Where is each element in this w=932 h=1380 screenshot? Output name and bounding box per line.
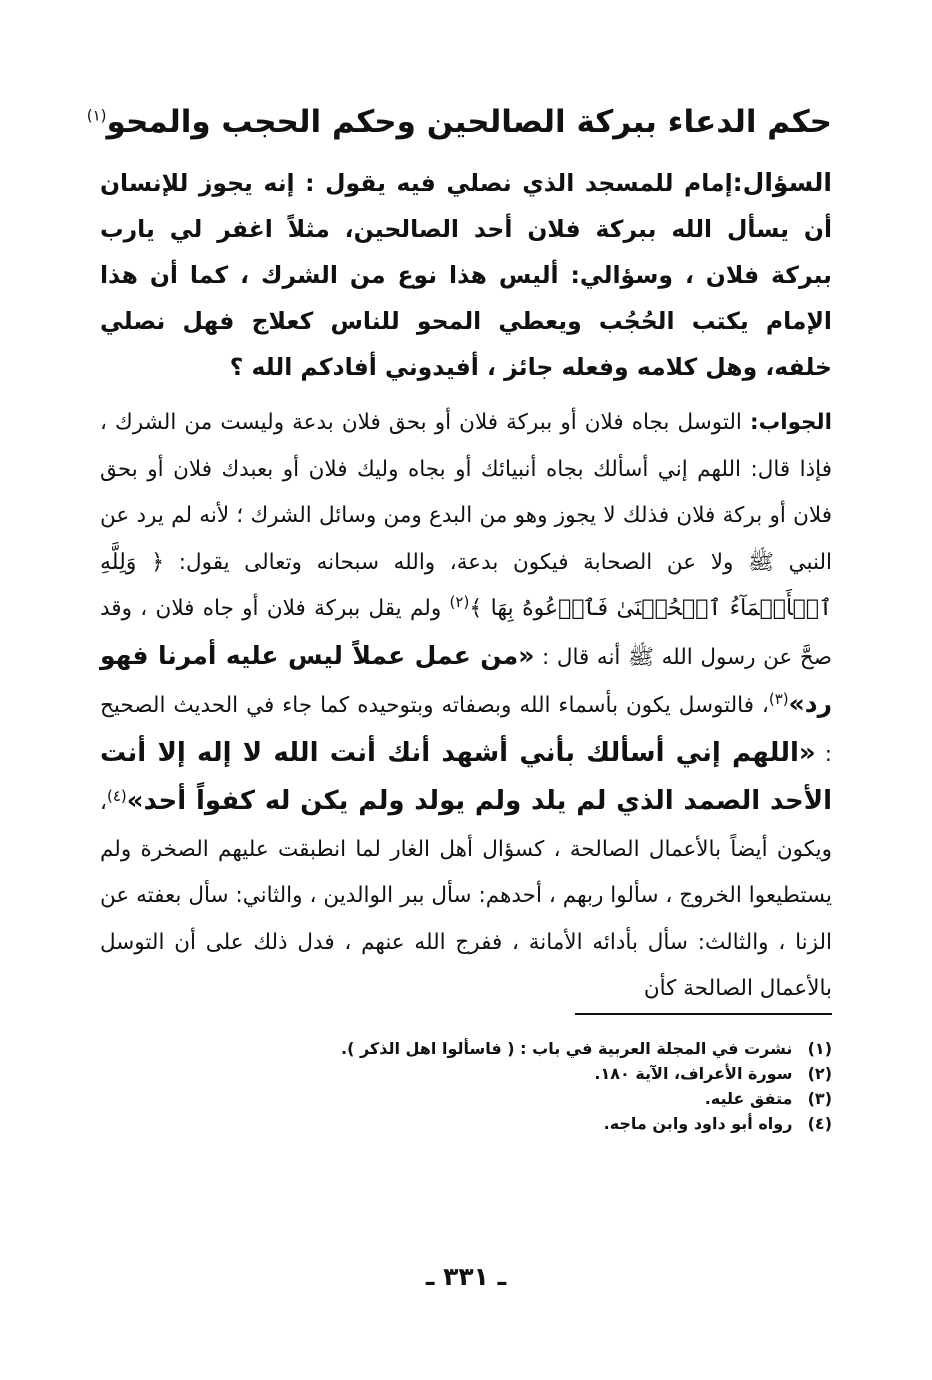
footnote-divider xyxy=(575,1013,832,1015)
question-label: السؤال: xyxy=(732,168,832,197)
quran-verse: ﴿ وَلِلَّهِ ٱلۡأَسۡمَآءُ ٱلۡحُسۡنَىٰ فَٱدۡعُوهُ بِهَا ﴾ xyxy=(100,549,832,621)
footnote-number: (٣) xyxy=(807,1089,832,1108)
footnote-number: (٤) xyxy=(807,1114,832,1133)
title-text: حكم الدعاء ببركة الصالحين وحكم الحجب والمحو xyxy=(106,104,832,140)
page-number: ـ ٣٣١ ـ xyxy=(425,1262,507,1291)
footnote-text: سورة الأعراف، الآية ١٨٠. xyxy=(594,1064,793,1083)
footnote-number: (٢) xyxy=(807,1064,832,1083)
answer-text-part2: ولم يقل ببركة فلان أو جاه فلان ، وقد صحَّ عن رسول الله ﷺ أنه قال : xyxy=(100,596,832,670)
footnote-text: نشرت في المجلة العربية في باب : ( فاسألوا اهل الذكر ). xyxy=(341,1039,793,1058)
page-title xyxy=(86,98,832,146)
footnote-ref-4[interactable]: (٤) xyxy=(106,786,127,805)
answer-text-part3: ، فالتوسل يكون بأسماء الله وبصفاته وبتوحيده كما جاء في الحديث الصحيح : xyxy=(100,693,833,767)
footnote-number: (١) xyxy=(807,1039,832,1058)
hadith-quote-2: «اللهم إني أسألك بأني أشهد أنك أنت الله لا إله إلا أنت الأحد الصمد الذي لم يلد ولم يولد ولم يكن له كفواً أحد» xyxy=(100,737,832,816)
question-paragraph xyxy=(100,160,832,390)
footnote-2 xyxy=(100,1061,832,1086)
footnote-text: متفق عليه. xyxy=(704,1089,793,1108)
footnote-3 xyxy=(100,1086,832,1111)
hadith-quote-1: «من عمل عملاً ليس عليه أمرنا فهو رد» xyxy=(100,640,832,718)
answer-label: الجواب: xyxy=(750,410,832,435)
footnote-ref-3[interactable]: (٣) xyxy=(768,689,789,708)
question-text: إمام للمسجد الذي نصلي فيه يقول : إنه يجوز للإنسان أن يسأل الله ببركة فلان أحد الصالحين، مثلاً اغفر لي يارب ببركة فلان ، وسؤالي: أليس هذا نوع من الشرك ، كما أن هذا الإمام يكتب الحُجُب ويعطي المحو للناس كعلاج فهل نصلي خلفه، وهل كلامه وفعله جائز ، أفيدوني أفادكم الله ؟ xyxy=(100,169,832,381)
answer-paragraph xyxy=(100,400,832,1013)
footnote-4 xyxy=(100,1111,832,1136)
answer-text-part4: ، ويكون أيضاً بالأعمال الصالحة ، كسؤال أهل الغار لما انطبقت عليهم الصخرة ولم يستطيعوا الخروج ، سألوا ربهم ، أحدهم: سأل ببر الوالدين ، والثاني: سأل بعفته عن الزنا ، والثالث: سأل بأدائه الأمانة ، ففرج الله عنهم ، فدل ذلك على أن التوسل بالأعمال الصالحة كأن xyxy=(100,790,832,1001)
footnotes xyxy=(100,1036,832,1136)
footnote-1 xyxy=(100,1036,832,1061)
footnote-ref-2[interactable]: (٢) xyxy=(449,592,470,611)
answer-text-part1: التوسل بجاه فلان أو ببركة فلان أو بحق فلان بدعة وليست من الشرك ، فإذا قال: اللهم إني أسألك بجاه أنبيائك أو بجاه وليك فلان أو بعبدك فلان أو بحق فلان أو بركة فلان فذلك لا يجوز وهو من البدع ومن وسائل الشرك ؛ لأنه لم يرد عن النبي ﷺ ولا عن الصحابة فيكون بدعة، والله سبحانه وتعالى يقول: xyxy=(100,410,833,575)
footnote-text: رواه أبو داود وابن ماجه. xyxy=(603,1114,793,1133)
title-footnote-ref[interactable]: (١) xyxy=(86,106,107,125)
